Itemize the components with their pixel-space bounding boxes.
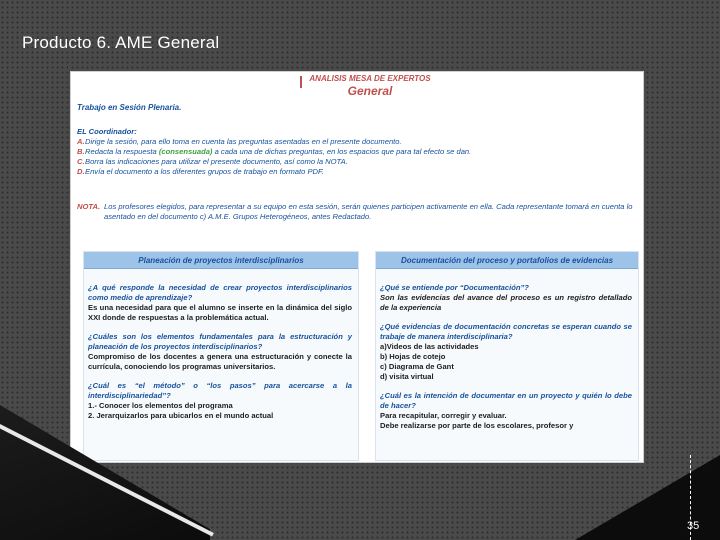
document-header: [300, 74, 440, 98]
item-key: A.: [77, 137, 85, 147]
document-image: [70, 71, 644, 463]
item-text: Envía el documento a los diferentes grupos de trabajo en formato PDF.: [85, 167, 324, 177]
answer-item: c) Diagrama de Gant: [380, 362, 454, 372]
answer: Son las evidencias del avance del proceso es un registro detallado de la experiencia: [380, 293, 632, 313]
item-key: B.: [77, 147, 85, 157]
item-key: D.: [77, 167, 85, 177]
planning-column: [83, 251, 359, 461]
plenary-heading: Trabajo en Sesión Plenaria.: [77, 103, 182, 112]
question: ¿Cuál es la intención de documentar en un proyecto y quién lo debe de hacer?: [380, 391, 632, 411]
question: ¿Cuál es “el método” o “los pasos” para acercarse a la interdisciplinariedad”?: [88, 381, 352, 401]
question: ¿A qué responde la necesidad de crear proyectos interdisciplinarios como medio de aprendizaje?: [88, 283, 352, 303]
note-text: Los profesores elegidos, para representar a su equipo en esta sesión, serán quienes participen activamente en ella. Cada representante tomará en cuenta lo asentado en del documento c) A.M.E. Grupos Heterogéneos, antes Redactado.: [104, 202, 633, 222]
answer-item: b) Hojas de cotejo: [380, 352, 446, 362]
coordinator-list: [77, 127, 637, 177]
question: ¿Qué se entiende por “Documentación”?: [380, 283, 529, 292]
list-item: [77, 147, 637, 157]
header-bar: [300, 76, 302, 88]
answer: Es una necesidad para que el alumno se inserte en la dinámica del siglo XXI donde de respuestas a la problemática actual.: [88, 303, 352, 323]
item-text: Dirige la sesión, para ello toma en cuenta las preguntas asentadas en el presente documento.: [85, 137, 402, 147]
answer: Debe realizarse por parte de los escolares, profesor y: [380, 421, 574, 431]
list-item: [77, 167, 637, 177]
list-item: [77, 137, 637, 147]
note-label: NOTA.: [77, 202, 101, 211]
answer: 1.- Conocer los elementos del programa: [88, 401, 233, 411]
document-subtitle: General: [347, 83, 393, 98]
consensus-highlight: (consensuada): [158, 147, 213, 157]
slide-title: Producto 6. AME General: [22, 33, 220, 52]
question: ¿Qué evidencias de documentación concretas se esperan cuando se trabaje de manera interdisciplinaria?: [380, 322, 632, 342]
answer: Para recapitular, corregir y evaluar.: [380, 411, 507, 421]
answer: 2. Jerarquizarlos para ubicarlos en el mundo actual: [88, 411, 274, 421]
item-text: Borra las indicaciones para utilizar el presente documento, así como la NOTA.: [85, 157, 348, 167]
column-header: Documentación del proceso y portafolios de evidencias: [376, 252, 638, 269]
list-item: [77, 157, 637, 167]
page-number: 35: [687, 520, 700, 532]
item-text: [85, 147, 471, 157]
answer: Compromiso de los docentes a genera una estructuración y conecte la currícula, conociendo los programas universitarios.: [88, 352, 352, 372]
item-text-pre: Redacta la respuesta: [85, 147, 159, 157]
document-title: ANALISIS MESA DE EXPERTOS: [309, 74, 431, 83]
coordinator-label: EL Coordinador:: [77, 127, 137, 136]
column-header: Planeación de proyectos interdisciplinarios: [84, 252, 358, 269]
item-key: C.: [77, 157, 85, 167]
answer-item: d) visita virtual: [380, 372, 434, 382]
documentation-column: [375, 251, 639, 461]
item-text-post: a cada una de dichas preguntas, en los espacios que para tal efecto se dan.: [212, 147, 472, 157]
answer-item: a)Videos de las actividades: [380, 342, 479, 352]
question: ¿Cuáles son los elementos fundamentales para la estructuración y planeación de los proyectos interdisciplinarios?: [88, 332, 352, 352]
note-block: [77, 202, 637, 222]
